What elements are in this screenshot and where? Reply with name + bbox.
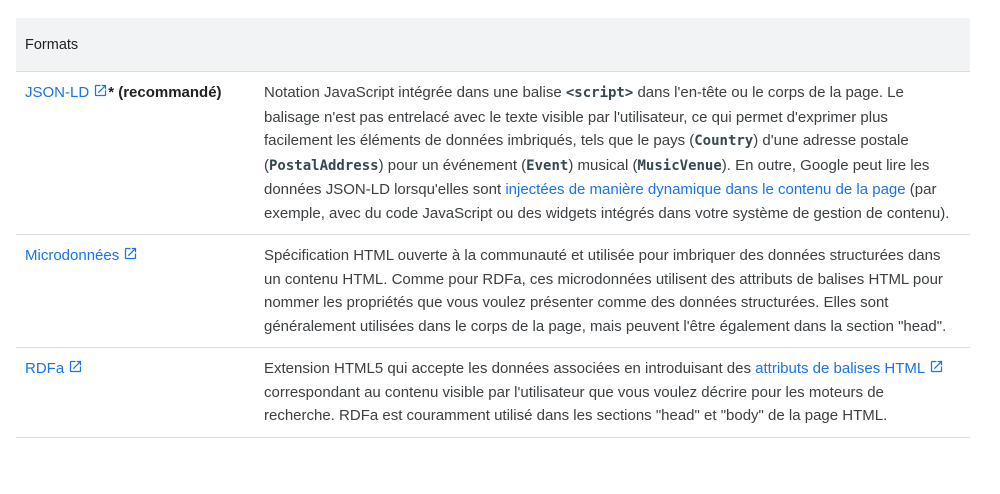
formats-table [16,18,970,438]
open-in-new-icon [123,246,138,261]
html-attributes-link-label: attributs de balises HTML [755,360,926,377]
description-cell [254,72,970,234]
open-in-new-icon [68,359,83,374]
description-cell [254,235,970,347]
desc-text: Notation JavaScript intégrée dans une balise [264,84,566,101]
code-musicvenue: MusicVenue [637,157,722,174]
format-cell [16,348,254,437]
table-row [16,348,970,438]
desc-text: ) pour un événement ( [378,156,527,174]
table-header [16,18,970,72]
code-event: Event [526,157,569,174]
table-row [16,72,970,235]
desc-text: (par exemple, avec du code JavaScript ou des widgets intégrés dans votre système de gestion de contenu). [264,181,950,222]
description-cell [254,348,970,437]
desc-text: ) d'une adresse postale ( [264,132,909,174]
format-cell [16,72,254,234]
code-country: Country [694,133,754,149]
rdfa-link[interactable] [25,360,83,377]
open-in-new-icon [929,359,944,374]
table-row [16,235,970,348]
desc-text: correspondant au contenu visible par l'utilisateur que vous voulez décrire pour les moteurs de recherche. RDFa est couramment utilisé dans les sections "head" et "body" de la page HTML. [264,383,888,424]
json-ld-link[interactable] [25,84,108,101]
code-script: <script> [565,85,634,101]
microdonnees-link[interactable] [25,247,138,264]
desc-text: Extension HTML5 qui accepte les données associées en introduisant des [264,360,756,377]
code-postaladdress: PostalAddress [269,157,379,174]
recommended-label: * (recommandé) [108,84,222,101]
header-formats: Formats [25,36,79,53]
open-in-new-icon [93,83,108,98]
json-ld-link-label: JSON-LD [25,84,90,101]
desc-text: Spécification HTML ouverte à la communauté et utilisée pour imbriquer des données structurées dans un contenu HTML. Comme pour RDFa, ces microdonnées utilisent des attributs de balises HTML pour nommer les propriétés que vous voulez présenter comme des données structurées. Elles sont généralement utilisées dans le corps de la page, mais peuvent l'être également dans la section "head". [264,247,947,335]
microdonnees-link-label: Microdonnées [25,247,120,264]
format-cell [16,235,254,347]
desc-text: dans l'en-tête ou le corps de la page. Le balisage n'est pas entrelacé avec le texte visible par l'utilisateur, ce qui permet d'exprimer plus facilement les éléments de données imbriqués, tels que le pays ( [264,84,904,149]
desc-text: ). En outre, Google peut lire les données JSON-LD lorsqu'elles sont [264,156,930,198]
rdfa-link-label: RDFa [25,360,65,377]
desc-text: ) musical ( [568,156,638,174]
html-attributes-link[interactable] [755,360,944,377]
dynamic-injection-link[interactable]: injectées de manière dynamique dans le contenu de la page [505,181,906,198]
